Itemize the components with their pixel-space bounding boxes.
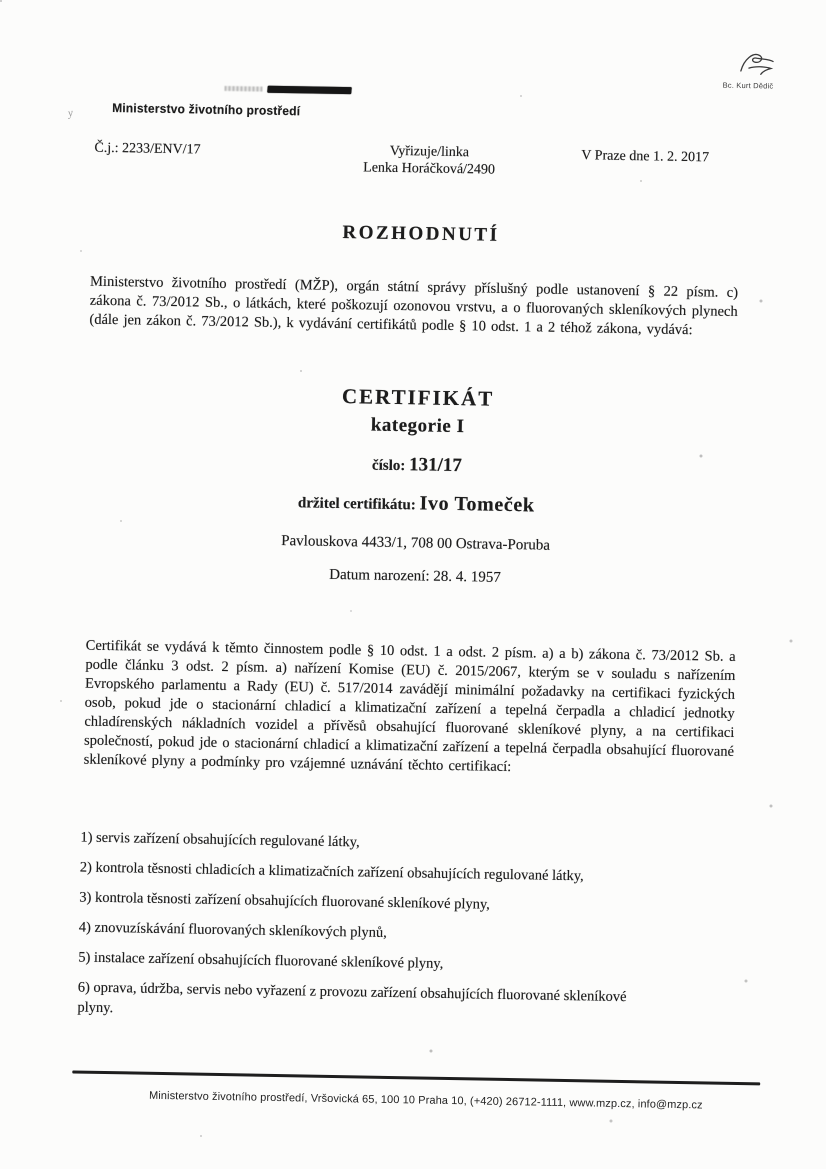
letterhead-stamp-row <box>224 85 351 94</box>
letterhead-ministry-name: Ministerstvo životního prostředí <box>112 100 301 119</box>
faded-stamp-smudge <box>224 86 262 92</box>
certificate-number-label: číslo: <box>371 457 406 475</box>
decision-title: ROZHODNUTÍ <box>342 222 500 246</box>
certificate-holder-row <box>21 485 811 522</box>
certificate-number-row <box>22 447 812 483</box>
handler-value: Lenka Horáčková/2490 <box>363 160 496 178</box>
decision-intro-paragraph: Ministerstvo životního prostředí (MŽP), orgán státní správy příslušný podle ustanovení § 22 písm. c) zákona č. 73/2012 Sb., o látkách, které poškozují ozonovou vrstvu, a o fluorovaných skleníkových plynech (dále jen zákon č. 73/2012 Sb.), k vydávání certifikátů podle § 10 odst. 1 a 2 téhož zákona, vydává: <box>89 273 739 338</box>
activities-list <box>77 828 772 1040</box>
footer-divider <box>72 1070 760 1085</box>
certificate-holder-name: Ivo Tomeček <box>419 492 535 517</box>
holder-birth-date: Datum narození: 28. 4. 1957 <box>329 566 501 586</box>
signature-name: Bc. Kurt Dědič <box>722 80 774 91</box>
handler-block <box>353 142 506 179</box>
list-item: 6) oprava, údržba, servis nebo vyřazení z provozu zařízení obsahujících fluorované skleníkové plyny. <box>77 979 627 1017</box>
certificate-scope-paragraph: Certifikát se vydává k těmto činnostem podle § 10 odst. 1 a odst. 2 písm. a) a b) zákona č. 73/2012 Sb. a podle článku 3 odst. 2 písm. a) nařízení Komise (EU) č. 2015/2067, kterým se v souladu s nařízením Evropského parlamentu a Rady (EU) č. 517/2014 zavádějí minimální požadavky na certifikaci fyzických osob, pokud jde o stacionární chladicí a klimatizační zařízení a tepelná čerpadla a chladicí jednotky chladírenských nákladních vozidel a přívěsů obsahující fluorované skleníkové plyny, a na certifikaci společností, pokud jde o stacionární chladicí a klimatizační zařízení a tepelná čerpadla obsahující fluorované skleníkové plyny a podmínky pro vzájemné uznávání těchto certifikací: <box>83 637 736 775</box>
signature-paraf-icon <box>737 49 778 85</box>
certificate-category: kategorie I <box>370 414 465 438</box>
redaction-bar <box>267 86 352 94</box>
list-item: 5) instalace zařízení obsahujících fluorované skleníkové plyny, <box>78 949 444 972</box>
certificate-title: CERTIFIKÁT <box>341 384 495 411</box>
list-item: 2) kontrola těsnosti chladicích a klimatizačních zařízení obsahujících regulované látky, <box>79 859 584 885</box>
holder-address: Pavlouskova 4433/1, 708 00 Ostrava-Poruba <box>281 532 551 554</box>
place-and-date: V Praze dne 1. 2. 2017 <box>581 148 710 166</box>
handler-label: Vyřizuje/linka <box>389 143 470 161</box>
reference-number: Č.j.: 2233/ENV/17 <box>94 140 201 158</box>
certificate-number: 131/17 <box>408 454 463 477</box>
list-item: 3) kontrola těsnosti zařízení obsahujících fluorované skleníkové plyny, <box>79 889 491 913</box>
certificate-holder-label: držitel certifikátu: <box>297 495 416 514</box>
footer-contact-line: Ministerstvo životního prostředí, Vršovická 65, 100 10 Praha 10, (+420) 26712-1111, www.mzp.cz, info@mzp.cz <box>148 1089 703 1112</box>
list-item: 4) znovuzískávání fluorovaných skleníkových plynů, <box>78 919 387 941</box>
stray-handwritten-mark: y <box>66 106 75 120</box>
list-item: 1) servis zařízení obsahujících regulované látky, <box>80 829 360 851</box>
